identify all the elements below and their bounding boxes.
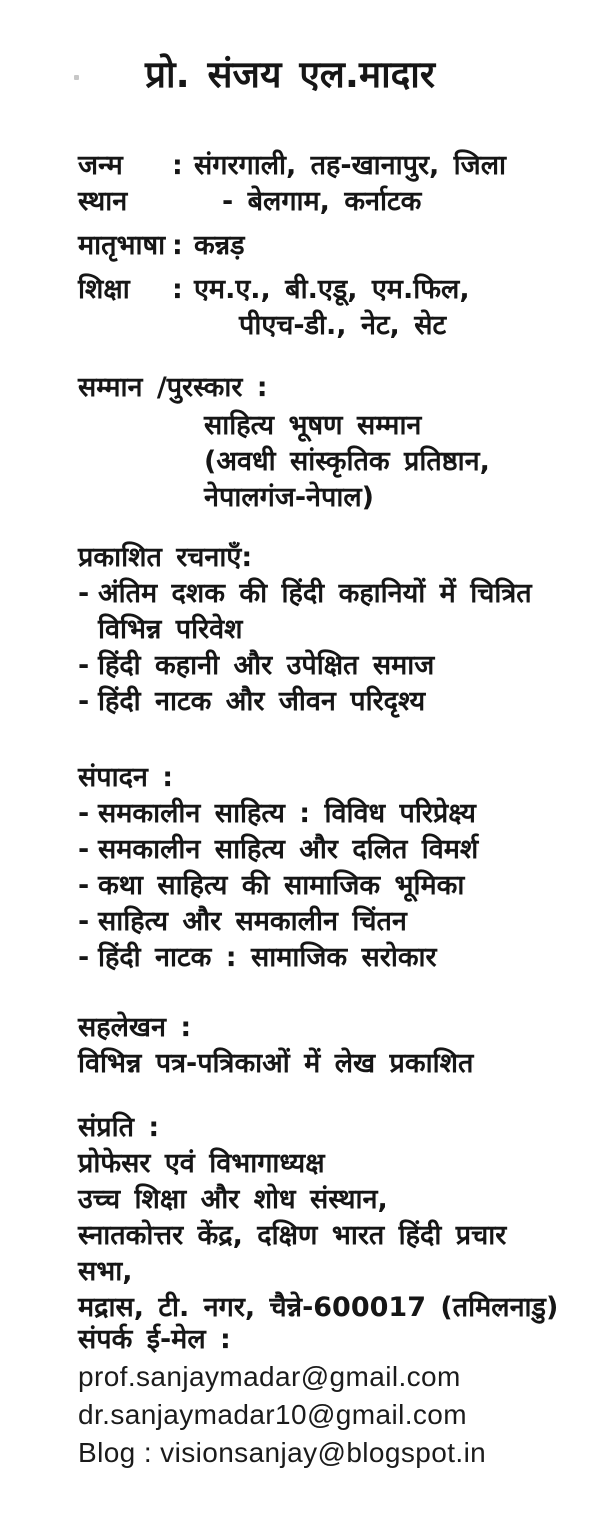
education-line-2: पीएच-डी., नेट, सेट bbox=[239, 310, 447, 341]
list-item bbox=[78, 904, 570, 940]
list-item bbox=[78, 684, 570, 720]
info-row-education bbox=[78, 272, 570, 344]
award-line: नेपालगंज-नेपाल) bbox=[204, 482, 375, 513]
current-position-line: मद्रास, टी. नगर, चैन्ने-600017 (तमिलनाडु) bbox=[78, 1292, 559, 1323]
current-position-line: स्नातकोत्तर केंद्र, दक्षिण भारत हिंदी प्रचार सभा, bbox=[78, 1220, 507, 1287]
item-line: अंतिम दशक की हिंदी कहानियों में चित्रित bbox=[98, 578, 532, 609]
current-position-line: प्रोफेसर एवं विभागाध्यक्ष bbox=[78, 1148, 325, 1179]
birthplace-line-1: संगरगाली, तह-खानापुर, जिला bbox=[194, 150, 506, 181]
current-position-line: उच्च शिक्षा और शोध संस्थान, bbox=[78, 1184, 388, 1215]
bullet-dash: - bbox=[78, 686, 90, 717]
list-item bbox=[78, 576, 570, 648]
published-works-heading: प्रकाशित रचनाएँ: bbox=[78, 542, 253, 573]
birthplace-line-2: - बेलगाम, कर्नाटक bbox=[222, 186, 422, 217]
contact-heading: संपर्क ई-मेल : bbox=[78, 1324, 231, 1355]
awards-lines bbox=[204, 408, 570, 516]
contact-email: dr.sanjaymadar10@gmail.com bbox=[78, 1399, 467, 1430]
education-label: शिक्षा bbox=[78, 274, 130, 305]
awards-heading: सम्मान /पुरस्कार : bbox=[78, 372, 268, 403]
colon-separator: : bbox=[172, 274, 183, 305]
list-item-text bbox=[98, 576, 570, 648]
bullet-dash: - bbox=[78, 870, 90, 901]
list-item bbox=[78, 868, 570, 904]
editing-heading: संपादन : bbox=[78, 762, 174, 793]
mother-tongue-value: कन्नड़ bbox=[194, 230, 245, 261]
colon-separator: : bbox=[172, 150, 183, 181]
colon-separator: : bbox=[172, 230, 183, 261]
bullet-dash: - bbox=[78, 834, 90, 865]
list-item-text: हिंदी नाटक : सामाजिक सरोकार bbox=[98, 942, 437, 973]
award-line: साहित्य भूषण सम्मान bbox=[204, 410, 422, 441]
list-item-text: समकालीन साहित्य : विविध परिप्रेक्ष्य bbox=[98, 798, 476, 829]
item-line: विभिन्न परिवेश bbox=[98, 614, 243, 645]
bullet-dash: - bbox=[78, 578, 90, 609]
section-awards bbox=[78, 370, 570, 516]
list-item-text: साहित्य और समकालीन चिंतन bbox=[98, 906, 407, 937]
section-editing bbox=[78, 760, 570, 976]
co-writing-heading: सहलेखन : bbox=[78, 1012, 192, 1043]
contact-email: prof.sanjaymadar@gmail.com bbox=[78, 1361, 461, 1392]
list-item bbox=[78, 940, 570, 976]
bullet-dash: - bbox=[78, 942, 90, 973]
current-position-heading: संप्रति : bbox=[78, 1112, 160, 1143]
education-line-1: एम.ए., बी.एडू, एम.फिल, bbox=[194, 274, 470, 305]
section-contact bbox=[78, 1322, 570, 1472]
bullet-dash: - bbox=[78, 798, 90, 829]
list-item bbox=[78, 832, 570, 868]
page-title: प्रो. संजय एल.मादार bbox=[144, 53, 436, 96]
section-published-works bbox=[78, 540, 570, 720]
list-item-text: कथा साहित्य की सामाजिक भूमिका bbox=[98, 870, 465, 901]
section-co-writing bbox=[78, 1010, 570, 1082]
bullet-dash: - bbox=[78, 650, 90, 681]
co-writing-line: विभिन्न पत्र-पत्रिकाओं में लेख प्रकाशित bbox=[78, 1048, 474, 1079]
list-item bbox=[78, 648, 570, 684]
award-line: (अवधी सांस्कृतिक प्रतिष्ठान, bbox=[204, 446, 490, 477]
education-value bbox=[194, 272, 570, 344]
section-current-position bbox=[78, 1110, 570, 1326]
list-item bbox=[78, 796, 570, 832]
bullet-dash: - bbox=[78, 906, 90, 937]
birthplace-value bbox=[194, 148, 570, 220]
mother-tongue-label: मातृभाषा bbox=[78, 230, 166, 261]
info-row-birthplace bbox=[78, 148, 570, 220]
bio-info-table bbox=[78, 148, 570, 344]
info-row-mother-tongue bbox=[78, 228, 570, 264]
list-item-text: हिंदी कहानी और उपेक्षित समाज bbox=[98, 650, 435, 681]
contact-blog: Blog : visionsanjay@blogspot.in bbox=[78, 1437, 487, 1468]
birthplace-label: जन्म स्थान bbox=[78, 150, 128, 217]
list-item-text: हिंदी नाटक और जीवन परिदृश्य bbox=[98, 686, 426, 717]
list-item-text: समकालीन साहित्य और दलित विमर्श bbox=[98, 834, 479, 865]
